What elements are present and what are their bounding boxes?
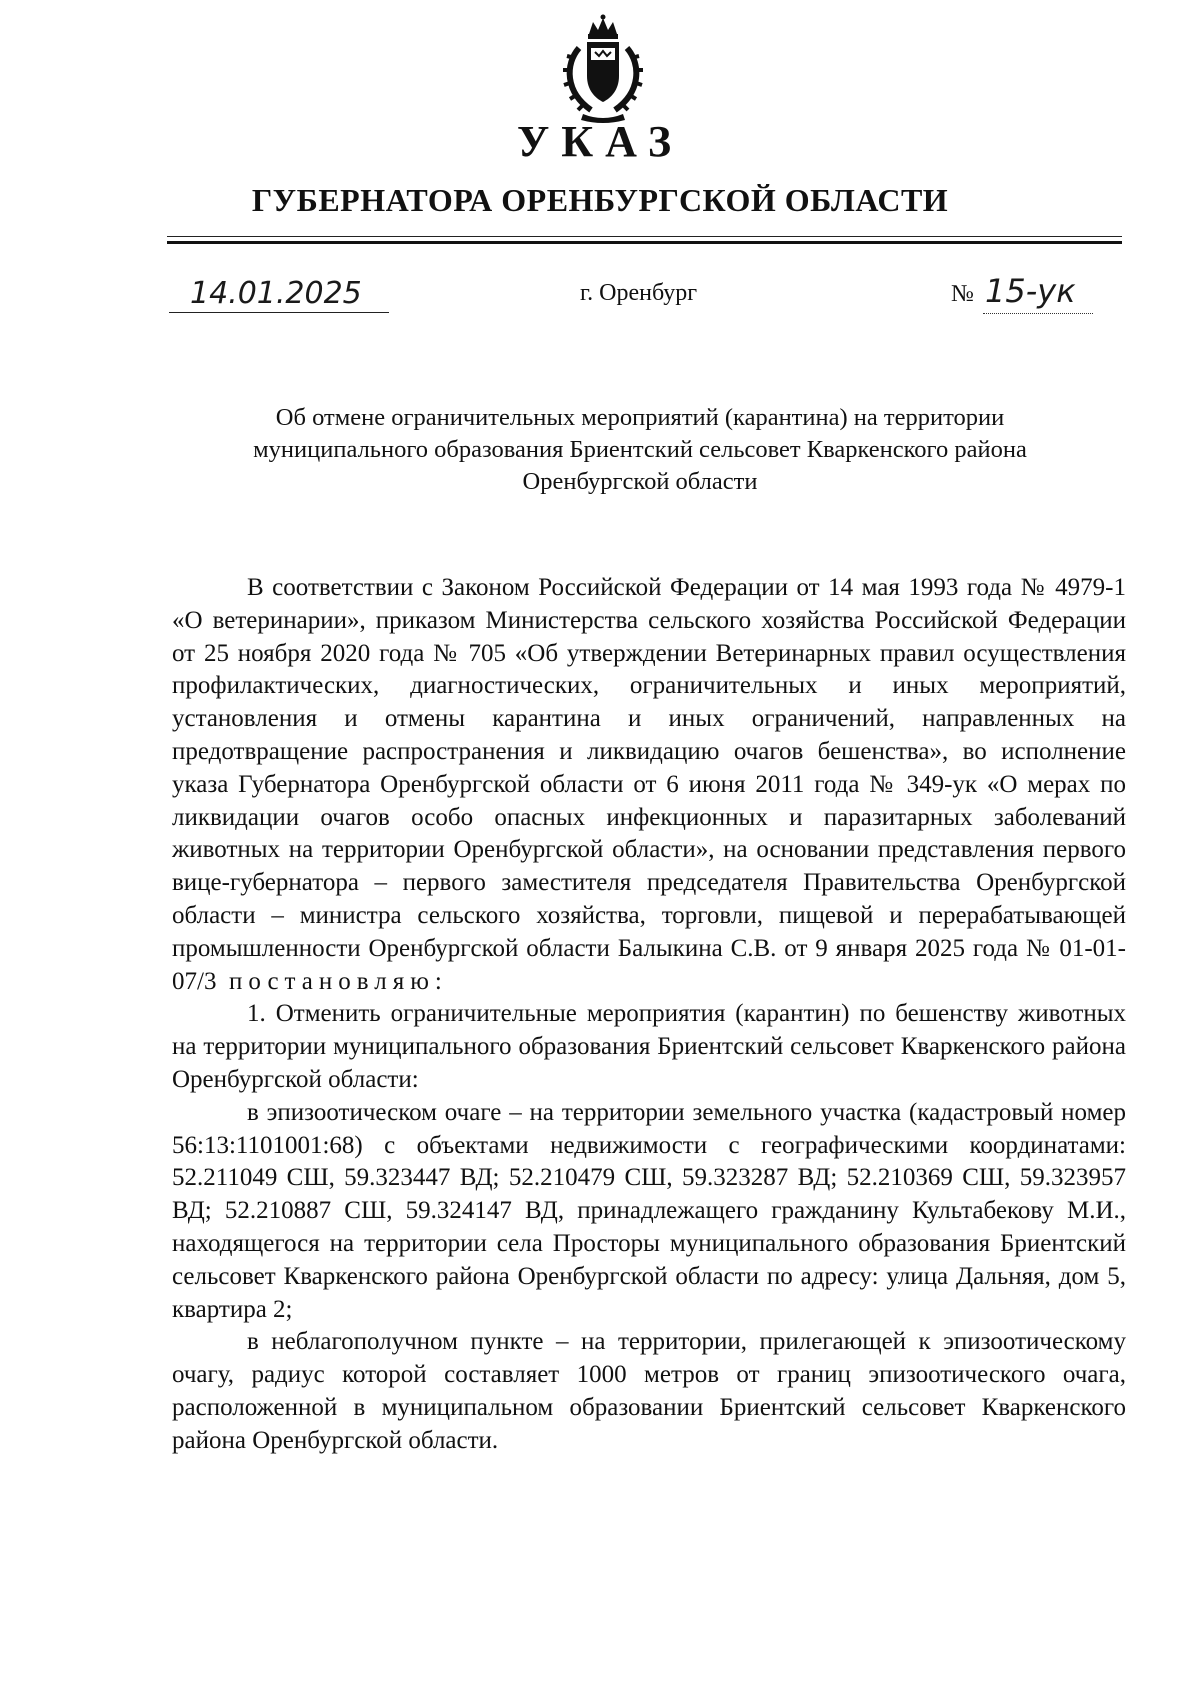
body-paragraph-unfavorable-point: в неблагополучном пункте – на территории, прилегающей к эпизоотическому очагу, радиус которой составляет 1000 метров от границ эпизоотического очага, расположенной в муниципальном образовании Бриентский сельсовет Кваркенского района Оренбургской области.	[172, 1328, 1126, 1454]
heading-line: муниципального образования Бриентский сельсовет Кваркенского района	[253, 436, 1027, 463]
document-city: г. Оренбург	[580, 280, 698, 306]
header-divider-thick	[167, 241, 1122, 244]
document-heading	[160, 402, 1120, 498]
body-paragraph-epizootic-focus: в эпизоотическом очаге – на территории земельного участка (кадастровый номер 56:13:1101001:68) с объектами недвижимости с географическими координатами: 52.211049 СШ, 59.323447 ВД; 52.210479 СШ, 59.323287 ВД; 52.210369 СШ, 59.323957 ВД; 52.210887 СШ, 59.324147 ВД, принадлежащего гражданину Культабекову М.И., находящегося на территории села Просторы муниципального образования Бриентский сельсовет Кваркенского района Оренбургской области по адресу: улица Дальняя, дом 5, квартира 2;	[172, 1098, 1126, 1323]
heading-line: Об отмене ограничительных мероприятий (карантина) на территории	[275, 404, 1005, 431]
document-number: 15-ук	[985, 272, 1076, 310]
number-label: №	[951, 281, 974, 307]
header-divider-thin	[167, 236, 1122, 237]
number-underline	[983, 313, 1093, 314]
document-body	[172, 572, 1126, 1458]
decree-verb: постановляю:	[228, 967, 448, 995]
document-type-title: УКАЗ	[516, 117, 684, 166]
heading-line: Оренбургской области	[522, 468, 758, 495]
date-underline	[169, 312, 389, 313]
issuer-title: ГУБЕРНАТОРА ОРЕНБУРГСКОЙ ОБЛАСТИ	[251, 182, 949, 218]
preamble-text: В соответствии с Законом Российской Федерации от 14 мая 1993 года № 4979-1 «О ветеринарии», приказом Министерства сельского хозяйства Российской Федерации от 25 ноября 2020 года № 705 «Об утверждении Ветеринарных правил осуществления профилактических, диагностических, ограничительных и иных мероприятий, установления и отмены карантина и иных ограничений, направленных на предотвращение распространения и ликвидацию очагов бешенства», во исполнение указа Губернатора Оренбургской области от 6 июня 2011 года № 349-ук «О мерах по ликвидации очагов особо опасных инфекционных и паразитарных заболеваний животных на территории Оренбургской области», на основании представления первого вице-губернатора – первого заместителя председателя Правительства Оренбургской области – министра сельского хозяйства, торговли, пищевой и перерабатывающей промышленности Оренбургской области Балыкина С.В. от 9 января 2025 года № 01-01-07/3	[172, 574, 1126, 995]
body-paragraph-item-1: 1. Отменить ограничительные мероприятия (карантин) по бешенству животных на территории муниципального образования Бриентский сельсовет Кваркенского района Оренбургской области:	[172, 1000, 1126, 1093]
body-paragraph-preamble	[172, 572, 1126, 998]
document-date: 14.01.2025	[190, 276, 362, 311]
orenburg-coat-of-arms-icon	[553, 14, 653, 124]
